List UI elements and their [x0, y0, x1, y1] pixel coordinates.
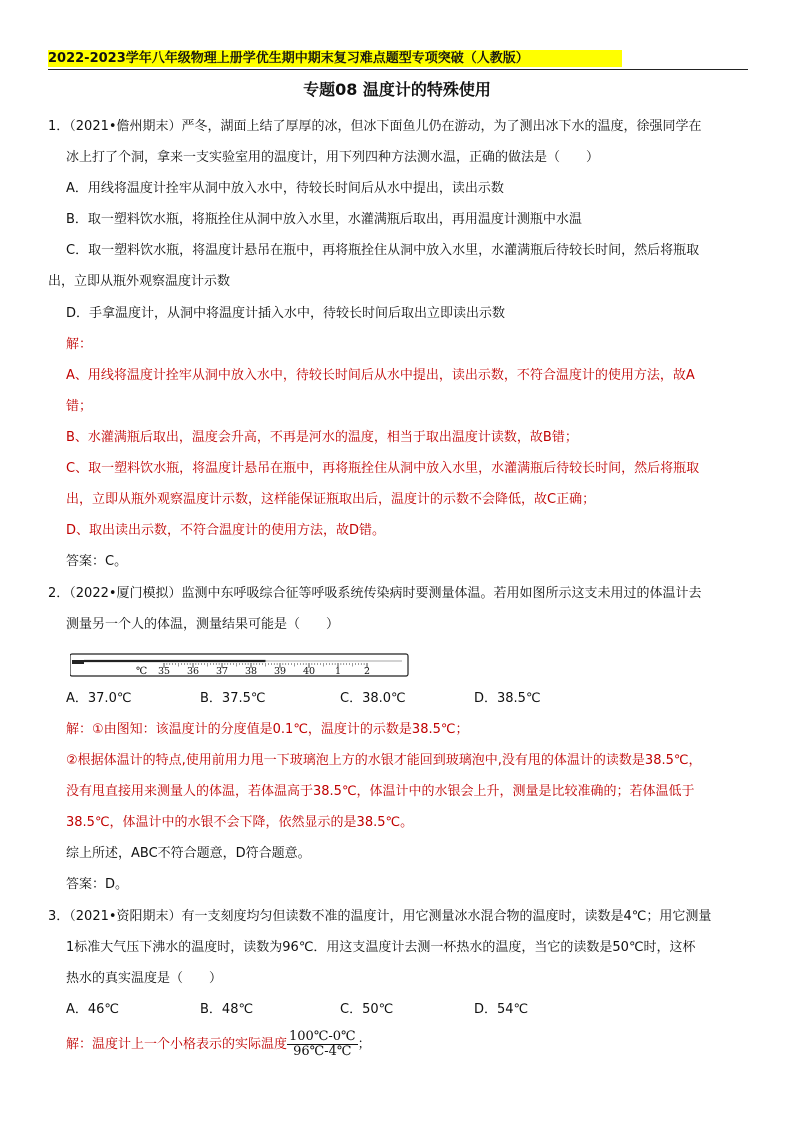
q1-option-b: B．取一塑料饮水瓶，将瓶拴住从洞中放入水里，水灌满瓶后取出，再用温度计测瓶中水温 — [66, 212, 582, 227]
thermometer-scale-label: 35 — [157, 666, 171, 677]
q1-solution-d: D、取出读出示数，不符合温度计的使用方法，故D错。 — [66, 523, 386, 538]
q3-fraction-denominator: 96℃-4℃ — [293, 1044, 352, 1059]
q2-solution-line3: 没有甩直接用来测量人的体温，若体温高于38.5℃，体温计中的水银会上升，测量是比较准确的；若体温低于 — [66, 784, 695, 799]
q3-option-d: D．54℃ — [474, 1002, 529, 1017]
header-divider — [48, 69, 748, 70]
q3-stem-line1: 3．（2021•资阳期末）有一支刻度均匀但读数不准的温度计，用它测量冰水混合物的温度时，读数是4℃；用它测量 — [48, 909, 712, 924]
thermometer-scale-label: 2 — [363, 666, 371, 677]
q2-solution-line1: 解：①由图知：该温度计的分度值是0.1℃，温度计的示数是38.5℃； — [66, 722, 469, 737]
q1-solution-c-line2: 出，立即从瓶外观察温度计示数，这样能保证瓶取出后，温度计的示数不会降低，故C正确； — [66, 492, 596, 507]
q3-option-c: C．50℃ — [340, 1002, 394, 1017]
thermometer-unit: ℃ — [136, 666, 148, 677]
q1-option-a: A．用线将温度计拴牢从洞中放入水中，待较长时间后从水中提出，读出示数 — [66, 181, 504, 196]
thermometer-scale-label: 39 — [273, 666, 287, 677]
thermometer-scale-label: 1 — [334, 666, 342, 677]
series-banner: 2022-2023学年八年级物理上册学优生期中期末复习难点题型专项突破（人教版） — [48, 50, 622, 67]
q1-stem-line1: 1．（2021•儋州期末）严冬，湖面上结了厚厚的冰，但冰下面鱼儿仍在游动，为了测出冰下水的温度，徐强同学在 — [48, 119, 702, 134]
clinical-thermometer-figure — [70, 653, 410, 677]
q1-option-d: D．手拿温度计，从洞中将温度计插入水中，待较长时间后取出立即读出示数 — [66, 306, 506, 321]
q1-solution-a-line1: A、用线将温度计拴牢从洞中放入水中，待较长时间后从水中提出，读出示数，不符合温度计的使用方法，故A — [66, 368, 695, 383]
q3-stem-line3: 热水的真实温度是（ ） — [66, 971, 223, 986]
thermometer-scale-label: 37 — [215, 666, 229, 677]
q1-solution-label: 解： — [66, 337, 93, 352]
thermometer-body — [70, 654, 408, 676]
thermometer-scale-label: 36 — [186, 666, 200, 677]
q2-stem-line2: 测量另一个人的体温，测量结果可能是（ ） — [66, 617, 340, 632]
q3-solution-line1 — [66, 1028, 766, 1062]
q2-solution-line2: ②根据体温计的特点,使用前用力甩一下玻璃泡上方的水银才能回到玻璃泡中,没有甩的体温计的读数是38.5℃， — [66, 753, 702, 768]
q2-answer: 答案：D。 — [66, 877, 129, 892]
thermometer-scale-label: 40 — [302, 666, 316, 677]
q2-option-c: C．38.0℃ — [340, 691, 406, 706]
q3-stem-line2: 1标准大气压下沸水的温度时，读数为96℃．用这支温度计去测一杯热水的温度，当它的读数是50℃时，这杯 — [66, 940, 696, 955]
q1-solution-c-line1: C、取一塑料饮水瓶，将温度计悬吊在瓶中，再将瓶拴住从洞中放入水里，水灌满瓶后待较长时间，然后将瓶取 — [66, 461, 700, 476]
q2-option-b: B．37.5℃ — [200, 691, 266, 706]
q3-fraction — [287, 1030, 358, 1059]
q2-option-d: D．38.5℃ — [474, 691, 541, 706]
q2-summary: 综上所述，ABC不符合题意，D符合题意。 — [66, 846, 311, 861]
page-title: 专题08 温度计的特殊使用 — [303, 80, 491, 99]
q1-stem-line2: 冰上打了个洞，拿来一支实验室用的温度计，用下列四种方法测水温，正确的做法是（ ） — [66, 150, 600, 165]
q1-answer: 答案：C。 — [66, 554, 128, 569]
q3-option-a: A．46℃ — [66, 1002, 120, 1017]
q1-solution-b: B、水灌满瓶后取出，温度会升高，不再是河水的温度，相当于取出温度计读数，故B错； — [66, 430, 578, 445]
thermometer-scale-label: 38 — [244, 666, 258, 677]
q3-fraction-numerator: 100℃-0℃ — [289, 1029, 356, 1044]
q2-solution-line4: 38.5℃，体温计中的水银不会下降，依然显示的是38.5℃。 — [66, 815, 414, 830]
q1-option-c-line2: 出，立即从瓶外观察温度计示数 — [48, 274, 231, 289]
q1-solution-a-line2: 错； — [66, 399, 93, 414]
q2-option-a: A．37.0℃ — [66, 691, 132, 706]
q3-option-b: B．48℃ — [200, 1002, 254, 1017]
q3-solution-semicolon: ； — [357, 1037, 371, 1052]
q1-option-c-line1: C．取一塑料饮水瓶，将温度计悬吊在瓶中，再将瓶拴住从洞中放入水里，水灌满瓶后待较长时间，然后将瓶取 — [66, 243, 700, 258]
q3-solution-text: 解：温度计上一个小格表示的实际温度 — [66, 1037, 288, 1052]
q2-stem-line1: 2．（2022•厦门模拟）监测中东呼吸综合征等呼吸系统传染病时要测量体温。若用如图所示这支未用过的体温计去 — [48, 586, 702, 601]
